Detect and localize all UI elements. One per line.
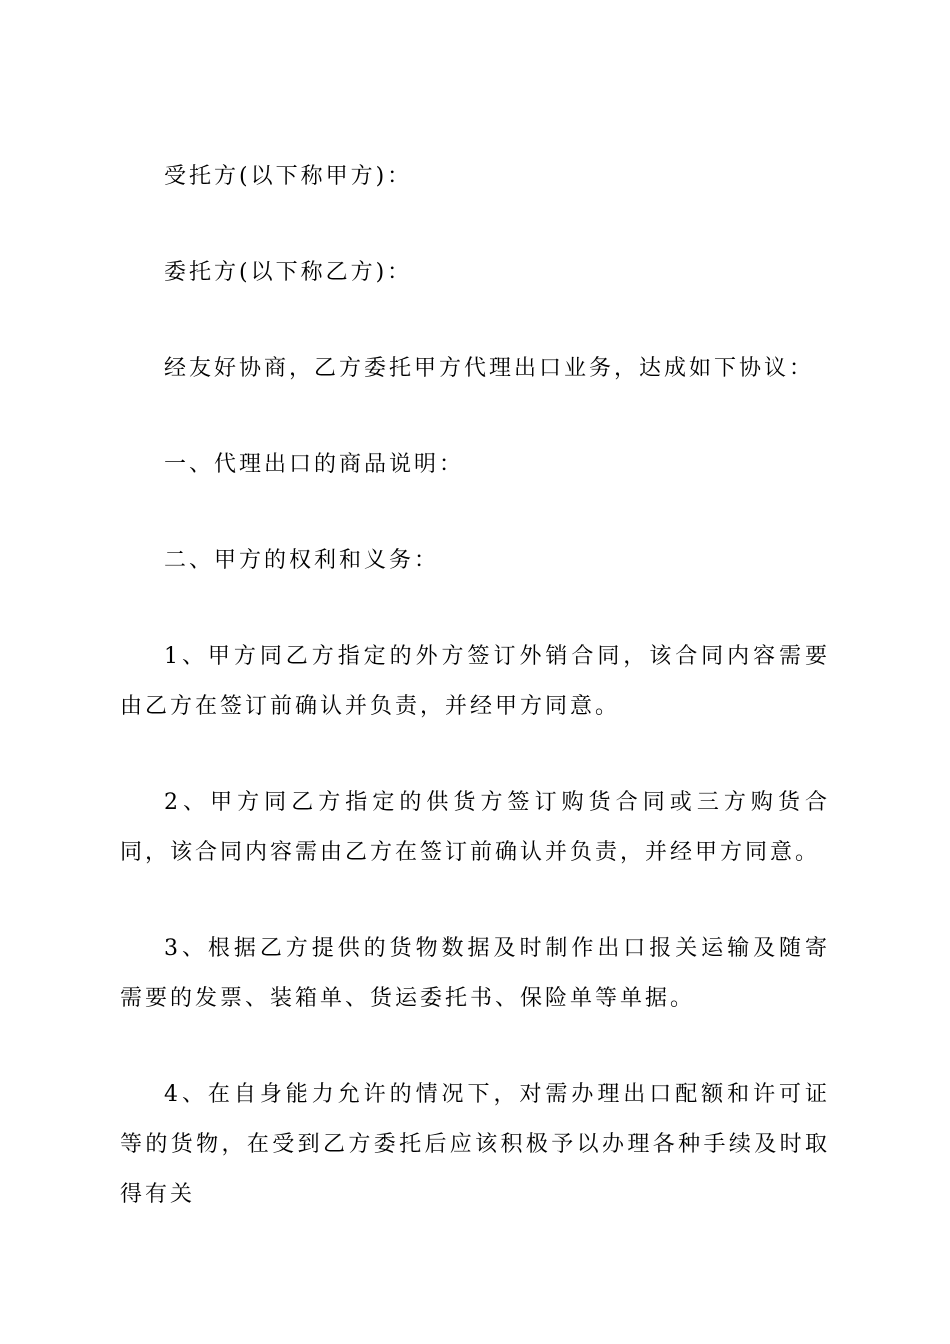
paragraph-client: 委托方(以下称乙方)： [164,260,413,285]
clause-1: 1、甲方同乙方指定的外方签订外销合同，该合同内容需要由乙方在签订前确认并负责，并经甲方同意。 [120,644,830,719]
section-heading-goods: 一、代理出口的商品说明： [164,452,465,477]
clause-4: 4、在自身能力允许的情况下，对需办理出口配额和许可证等的货物，在受到乙方委托后应该积极予以办理各种手续及时取得有关 [120,1082,830,1207]
paragraph-trustee: 受托方(以下称甲方)： [164,164,413,189]
section-heading-rights: 二、甲方的权利和义务： [164,548,440,573]
paragraph-preamble: 经友好协商，乙方委托甲方代理出口业务，达成如下协议： [164,356,815,381]
clause-2: 2、甲方同乙方指定的供货方签订购货合同或三方购货合同，该合同内容需由乙方在签订前确认并负责，并经甲方同意。 [120,790,830,865]
clause-3: 3、根据乙方提供的货物数据及时制作出口报关运输及随寄需要的发票、装箱单、货运委托书、保险单等单据。 [120,936,830,1011]
